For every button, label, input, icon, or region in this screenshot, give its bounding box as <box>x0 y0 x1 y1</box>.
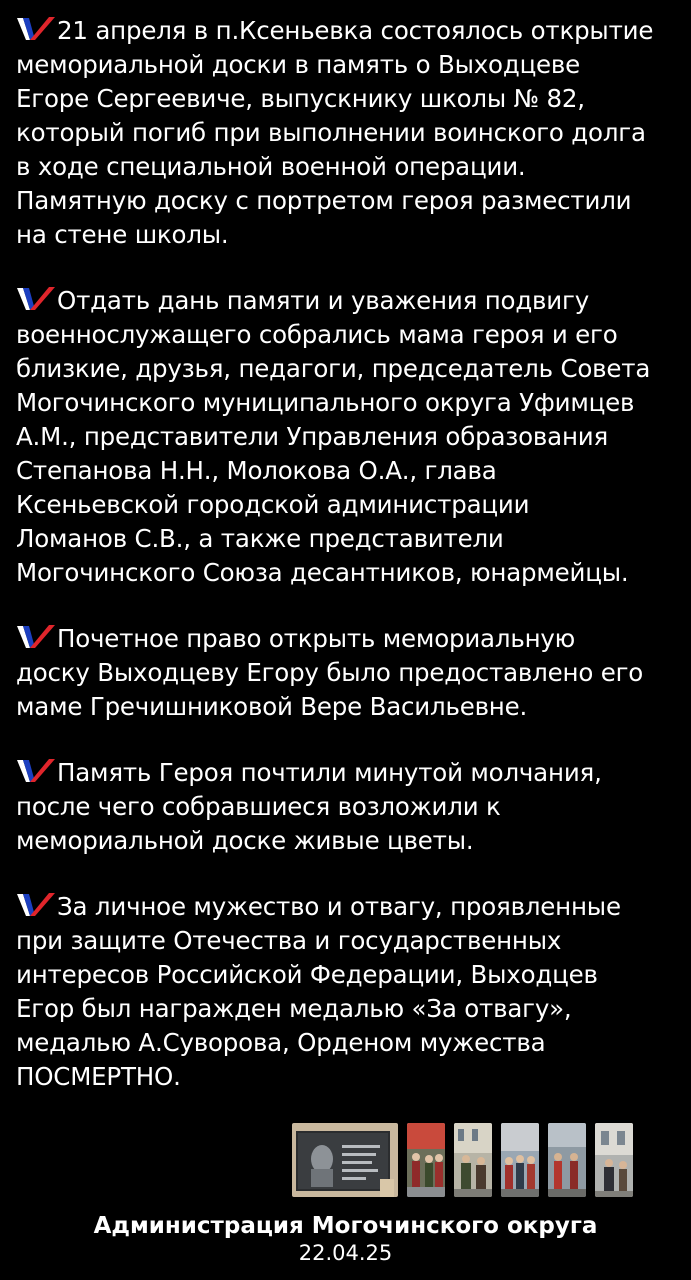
paragraph-unveiling <box>16 622 688 724</box>
ceremony-photo-3[interactable] <box>501 1123 539 1197</box>
paragraph-attendees <box>16 284 688 590</box>
footer-organization: Администрация Могочинского округа <box>93 1213 598 1239</box>
paragraph-text: Отдать дань памяти и уважения подвигу военнослужащего собрались мама героя и его близкие, друзья, педагоги, председатель Совета Могочинского муниципального округа Уфимцев А.М., представители Управления образования Степанова Н.Н., Молокова О.А., глава Ксеньевской городской администрации Ломанов С.В., а также представители Могочинского Союза десантников, юнармейцы. <box>16 286 651 587</box>
post-text <box>16 14 688 1126</box>
footer-date: 22.04.25 <box>298 1241 393 1265</box>
russian-flag-v-icon <box>16 286 56 312</box>
memorial-plaque-photo[interactable] <box>292 1123 398 1197</box>
paragraph-text: Память Героя почтили минутой молчания, после чего собравшиеся возложили к мемориальной доске живые цветы. <box>16 758 602 855</box>
russian-flag-v-icon <box>16 624 56 650</box>
paragraph-text: 21 апреля в п.Ксеньевка состоялось открытие мемориальной доски в память о Выходцеве Егоре Сергеевиче, выпускнику школы № 82, который погиб при выполнении воинского долга в ходе специальной военной операции. Памятную доску с портретом героя разместили на стене школы. <box>16 16 654 249</box>
photo-thumbnails <box>292 1123 633 1197</box>
ceremony-photo-4[interactable] <box>548 1123 586 1197</box>
ceremony-photo-1[interactable] <box>407 1123 445 1197</box>
paragraph-text: За личное мужество и отвагу, проявленные при защите Отечества и государственных интересов Российской Федерации, Выходцев Егор был награжден медалью «За отвагу», медалью А.Суворова, Орденом мужества ПОСМЕРТНО. <box>16 892 621 1091</box>
paragraph-opening <box>16 14 688 252</box>
paragraph-awards <box>16 890 688 1094</box>
paragraph-text: Почетное право открыть мемориальную доску Выходцеву Егору было предоставлено его маме Гречишниковой Вере Васильевне. <box>16 624 644 721</box>
paragraph-silence <box>16 756 688 858</box>
russian-flag-v-icon <box>16 892 56 918</box>
ceremony-photo-5[interactable] <box>595 1123 633 1197</box>
ceremony-photo-2[interactable] <box>454 1123 492 1197</box>
russian-flag-v-icon <box>16 758 56 784</box>
russian-flag-v-icon <box>16 16 56 42</box>
